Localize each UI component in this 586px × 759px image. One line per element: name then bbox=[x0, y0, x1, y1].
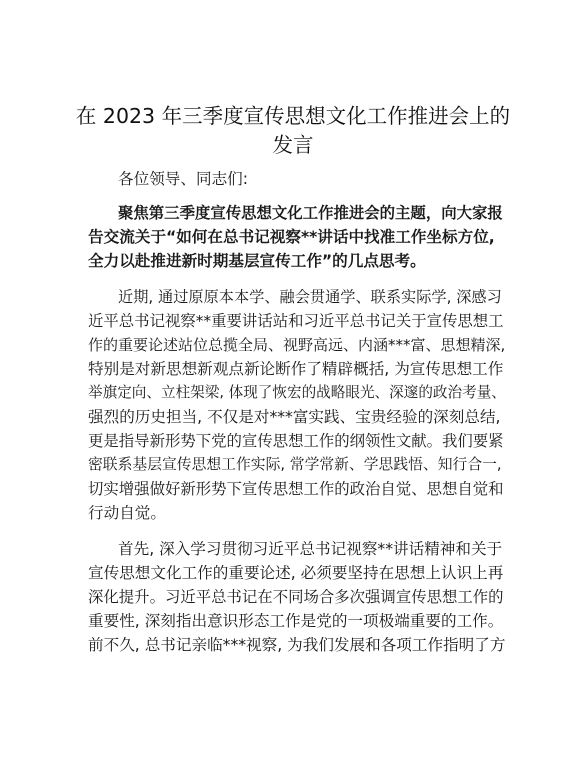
paragraph-2-line-2: 近平总书记视察**重要讲话站和习近平总书记关于宣传思想工 bbox=[88, 312, 504, 330]
paragraph-3-line-4: 重要性, 深刻指出意识形态工作是党的一项极端重要的工作。 bbox=[88, 612, 504, 630]
paragraph-1-line-2: 告交流关于“如何在总书记视察**讲话中找准工作坐标方位, bbox=[88, 228, 495, 246]
paragraph-2-line-1: 近期, 通过原原本本学、融会贯通学、联系实际学, 深感习 bbox=[118, 288, 502, 306]
paragraph-3-line-2: 宣传思想文化工作的重要论述, 必须要坚持在思想上认识上再 bbox=[88, 564, 504, 582]
paragraph-1-line-1: 聚焦第三季度宣传思想文化工作推进会的主题，向大家报 bbox=[118, 204, 503, 222]
paragraph-2-line-3: 作的重要论述站位总揽全局、视野高远、内涵***富、思想精深, bbox=[88, 336, 506, 354]
paragraph-1-line-3: 全力以赴推进新时期基层宣传工作”的几点思考。 bbox=[88, 252, 426, 270]
paragraph-2-line-5: 举旗定向、立柱架梁, 体现了恢宏的战略眼光、深邃的政治考量、 bbox=[88, 384, 506, 401]
document-title-line-2: 发言 bbox=[272, 133, 314, 157]
paragraph-2-line-8: 密联系基层宣传思想工作实际, 常学常新、学思践悟、知行合一, bbox=[88, 456, 502, 473]
paragraph-2-line-9: 切实增强做好新形势下宣传思想工作的政治自觉、思想自觉和 bbox=[88, 480, 504, 498]
document-title-line-1: 在 2023 年三季度宣传思想文化工作推进会上的 bbox=[75, 104, 511, 128]
paragraph-3-line-3: 深化提升。习近平总书记在不同场合多次强调宣传思想工作的 bbox=[88, 588, 504, 606]
paragraph-3-line-5: 前不久, 总书记亲临***视察, 为我们发展和各项工作指明了方 bbox=[88, 636, 506, 654]
paragraph-2-line-10: 行动自觉。 bbox=[88, 504, 166, 522]
paragraph-2-line-7: 更是指导新形势下党的宣传思想工作的纲领性文献。我们要紧 bbox=[88, 432, 504, 450]
greeting: 各位领导、同志们: bbox=[118, 170, 249, 188]
paragraph-2-line-4: 特别是对新思想新观点新论断作了精辟概括, 为宣传思想工作 bbox=[88, 360, 504, 378]
paragraph-2-line-6: 强烈的历史担当, 不仅是对***富实践、宝贵经验的深刻总结, bbox=[88, 408, 501, 426]
paragraph-3-line-1: 首先, 深入学习贯彻习近平总书记视察**讲话精神和关于 bbox=[118, 540, 503, 558]
